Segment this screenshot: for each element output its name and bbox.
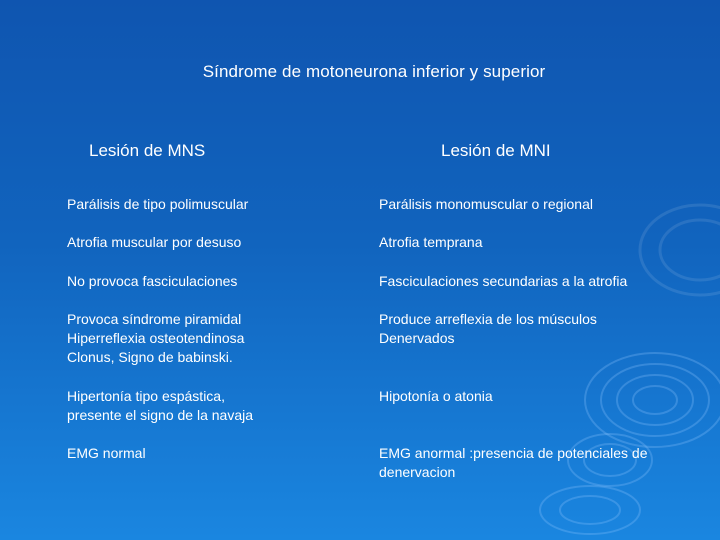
mns-row-2: Atrofia muscular por desuso	[67, 234, 242, 250]
mns-row-4: Provoca síndrome piramidal Hiperreflexia osteotendinosa Clonus, Signo de babinski.	[67, 311, 245, 365]
mni-row-3: Fasciculaciones secundarias a la atrofia	[379, 273, 628, 289]
mns-row-1: Parálisis de tipo polimuscular	[67, 196, 249, 212]
mni-row-2: Atrofia temprana	[379, 234, 483, 250]
mni-row-6: EMG anormal :presencia de potenciales de denervacion	[379, 445, 648, 480]
column-header-mns: Lesión de MNS	[89, 141, 206, 160]
mns-row-5: Hipertonía tipo espástica, presente el signo de la navaja	[67, 388, 254, 423]
mni-row-5: Hipotonía o atonia	[379, 388, 493, 404]
slide-title: Síndrome de motoneurona inferior y superior	[202, 62, 546, 81]
mni-row-1: Parálisis monomuscular o regional	[379, 196, 593, 212]
mni-row-4: Produce arreflexia de los músculos Denervados	[379, 311, 597, 346]
mns-row-3: No provoca fasciculaciones	[67, 273, 238, 289]
mns-row-6: EMG normal	[67, 445, 146, 461]
column-header-mni: Lesión de MNI	[441, 141, 551, 160]
